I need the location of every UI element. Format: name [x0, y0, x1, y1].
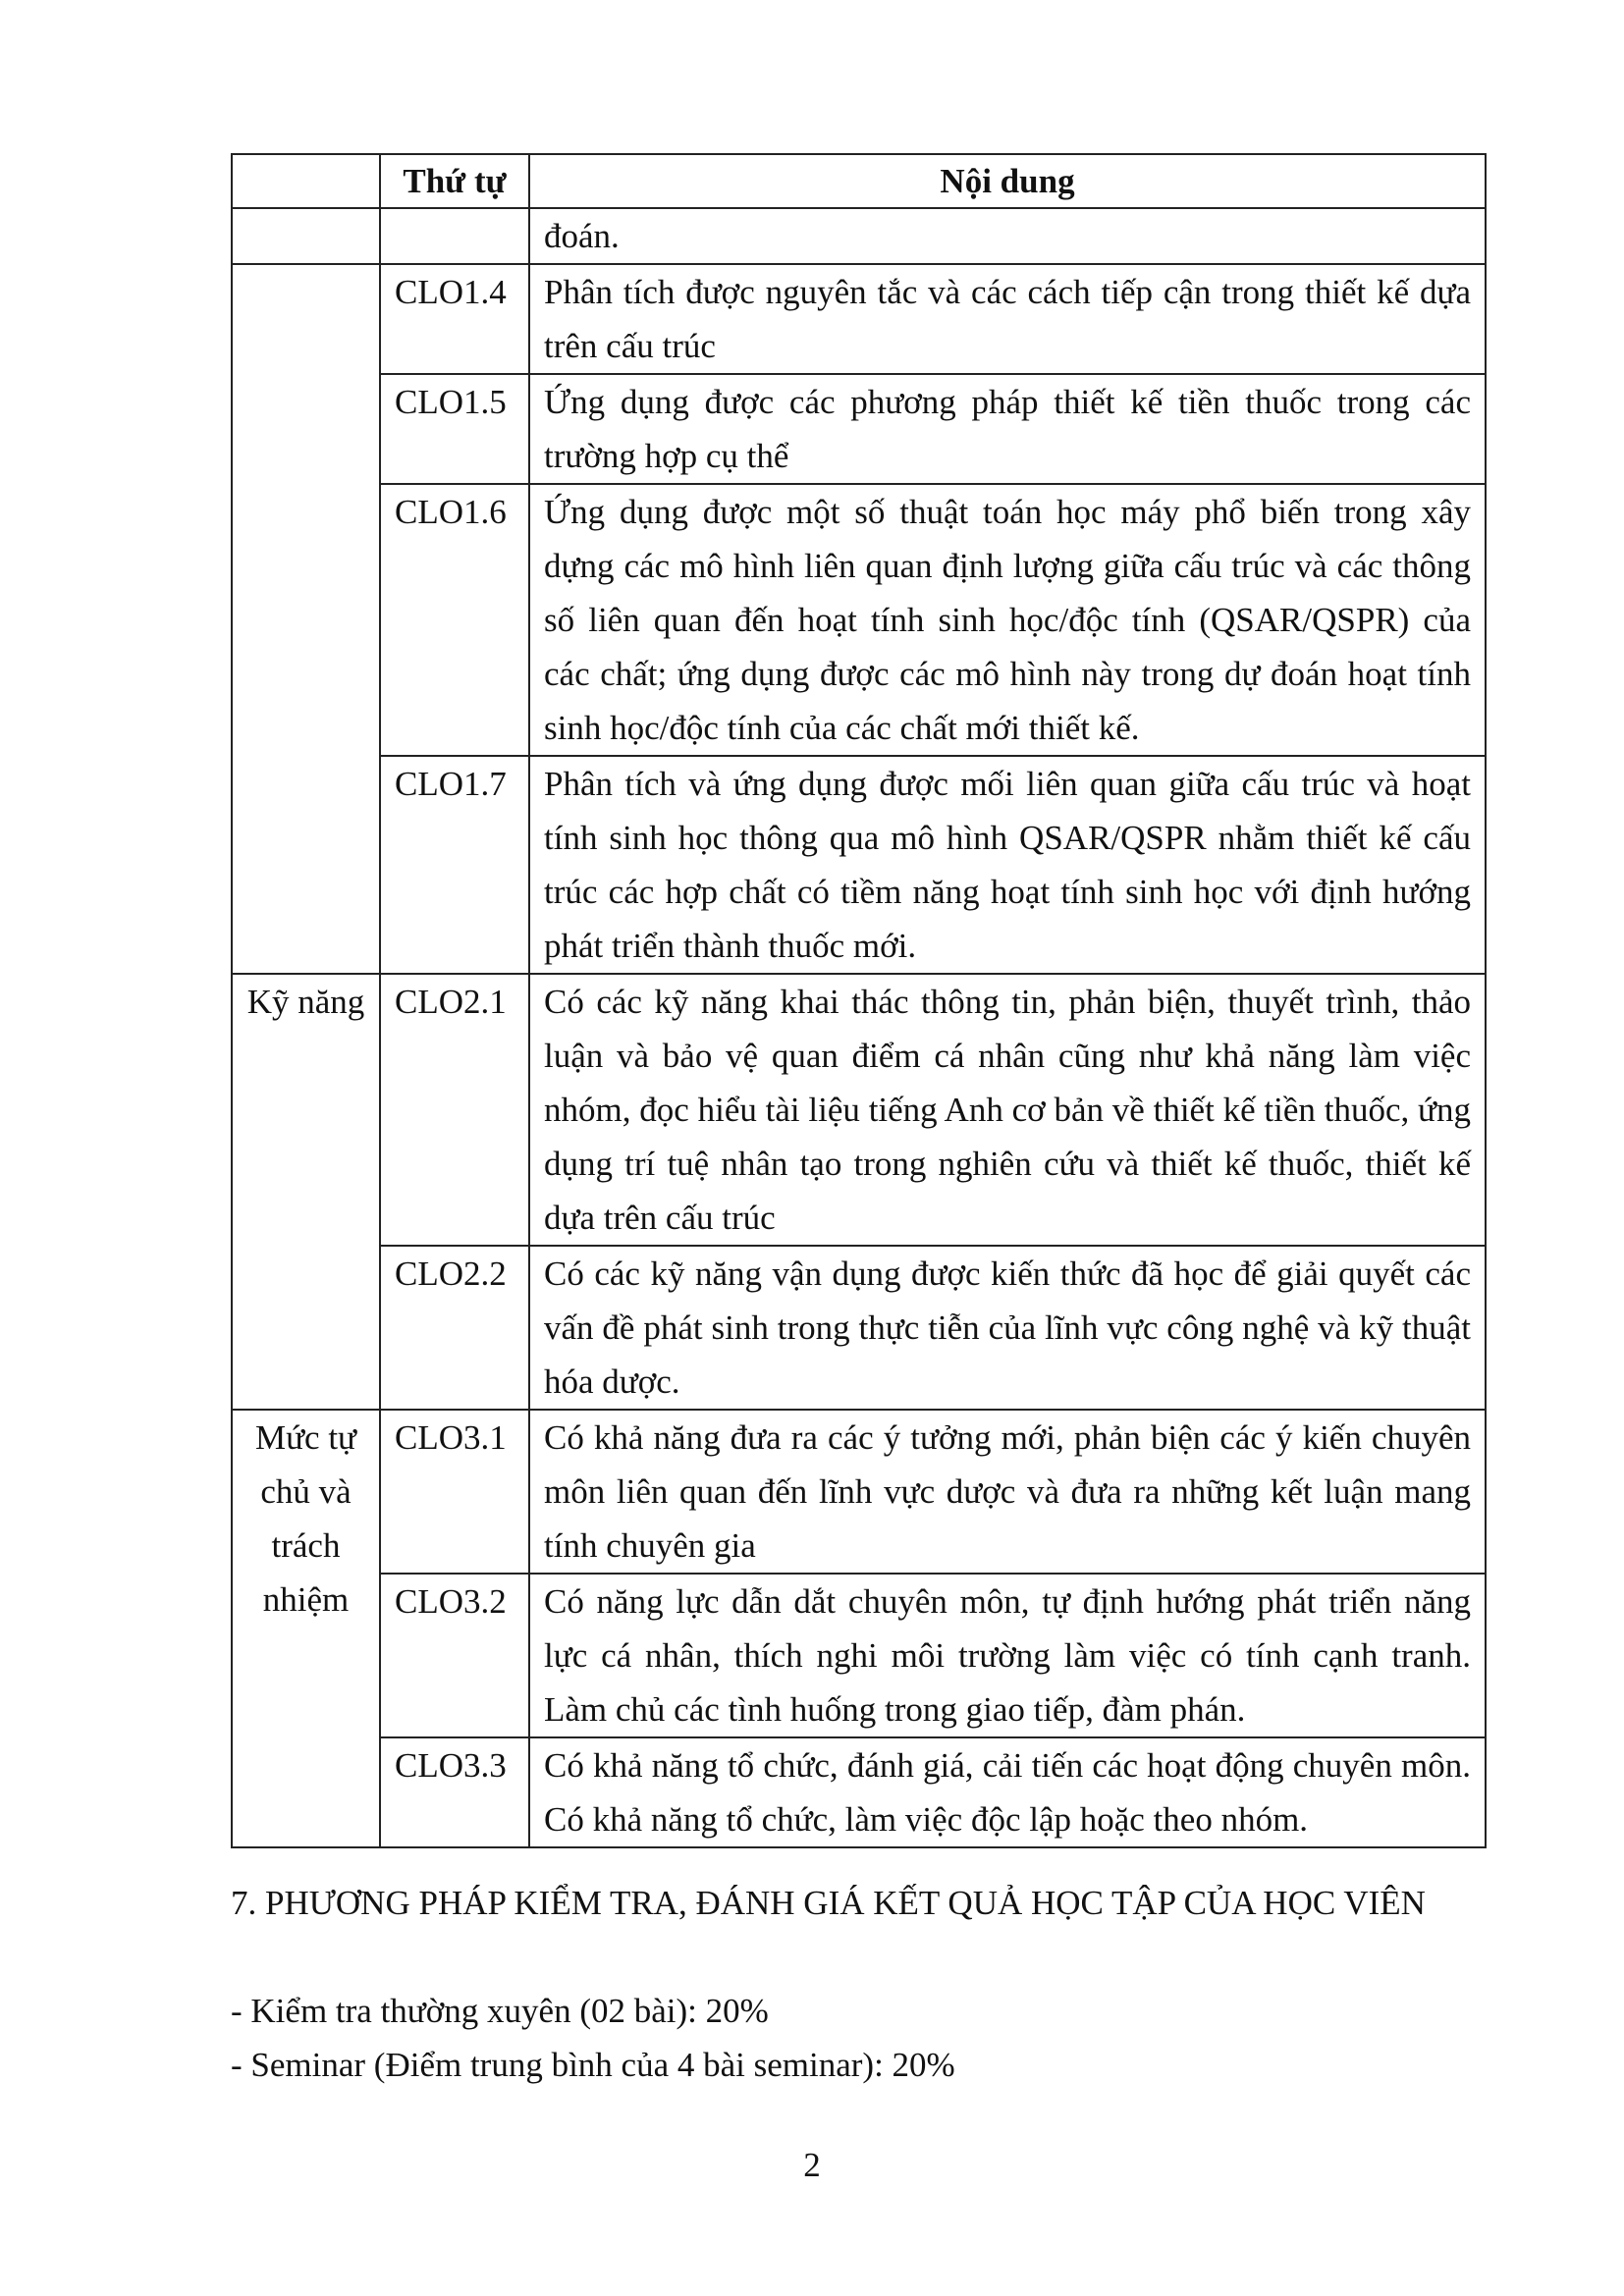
group-cell-autonomy: Mức tự chủ và trách nhiệm	[232, 1410, 380, 1847]
table-row	[232, 1737, 1486, 1847]
content-cell: Ứng dụng được các phương pháp thiết kế tiền thuốc trong các trường hợp cụ thể	[529, 374, 1486, 484]
code-cell: CLO2.2	[380, 1246, 529, 1410]
content-cell: Phân tích được nguyên tắc và các cách tiếp cận trong thiết kế dựa trên cấu trúc	[529, 264, 1486, 374]
header-group-cell	[232, 154, 380, 208]
code-cell: CLO3.1	[380, 1410, 529, 1574]
code-cell-empty	[380, 208, 529, 264]
list-item: - Seminar (Điểm trung bình của 4 bài seminar): 20%	[231, 2046, 955, 2084]
code-cell: CLO3.2	[380, 1574, 529, 1737]
code-cell: CLO1.5	[380, 374, 529, 484]
code-cell: CLO3.3	[380, 1737, 529, 1847]
code-cell: CLO1.7	[380, 756, 529, 974]
table-row	[232, 974, 1486, 1246]
code-cell: CLO1.6	[380, 484, 529, 756]
code-cell: CLO1.4	[380, 264, 529, 374]
page-number: 2	[803, 2146, 821, 2184]
learning-outcomes-table	[231, 153, 1487, 1848]
table-row-continuation	[232, 208, 1486, 264]
list-item: - Kiểm tra thường xuyên (02 bài): 20%	[231, 1992, 769, 2030]
table-row	[232, 756, 1486, 974]
group-cell-skills: Kỹ năng	[232, 974, 380, 1410]
table-row	[232, 1574, 1486, 1737]
code-cell: CLO2.1	[380, 974, 529, 1246]
content-cell: Có các kỹ năng vận dụng được kiến thức đã học để giải quyết các vấn đề phát sinh trong thực tiễn của lĩnh vực công nghệ và kỹ thuật hóa dược.	[529, 1246, 1486, 1410]
group-cell-empty	[232, 208, 380, 264]
table-row	[232, 374, 1486, 484]
table-row	[232, 1246, 1486, 1410]
content-cell: Phân tích và ứng dụng được mối liên quan giữa cấu trúc và hoạt tính sinh học thông qua mô hình QSAR/QSPR nhằm thiết kế cấu trúc các hợp chất có tiềm năng hoạt tính sinh học với định hướng phát triển thành thuốc mới.	[529, 756, 1486, 974]
content-cell: Có khả năng đưa ra các ý tưởng mới, phản biện các ý kiến chuyên môn liên quan đến lĩnh vực dược và đưa ra những kết luận mang tính chuyên gia	[529, 1410, 1486, 1574]
table-row	[232, 1410, 1486, 1574]
table-row	[232, 264, 1486, 374]
content-cell: Có các kỹ năng khai thác thông tin, phản biện, thuyết trình, thảo luận và bảo vệ quan điểm cá nhân cũng như khả năng làm việc nhóm, đọc hiểu tài liệu tiếng Anh cơ bản về thiết kế tiền thuốc, ứng dụng trí tuệ nhân tạo trong nghiên cứu và thiết kế thuốc, thiết kế dựa trên cấu trúc	[529, 974, 1486, 1246]
table-header-row	[232, 154, 1486, 208]
content-cell: Có năng lực dẫn dắt chuyên môn, tự định hướng phát triển năng lực cá nhân, thích nghi môi trường làm việc có tính cạnh tranh. Làm chủ các tình huống trong giao tiếp, đàm phán.	[529, 1574, 1486, 1737]
content-cell: đoán.	[529, 208, 1486, 264]
section-heading: 7. PHƯƠNG PHÁP KIỂM TRA, ĐÁNH GIÁ KẾT QUẢ HỌC TẬP CỦA HỌC VIÊN	[231, 1884, 1426, 1922]
group-cell-knowledge	[232, 264, 380, 974]
content-cell: Ứng dụng được một số thuật toán học máy phổ biến trong xây dựng các mô hình liên quan định lượng giữa cấu trúc và các thông số liên quan đến hoạt tính sinh học/độc tính (QSAR/QSPR) của các chất; ứng dụng được các mô hình này trong dự đoán hoạt tính sinh học/độc tính của các chất mới thiết kế.	[529, 484, 1486, 756]
content-cell: Có khả năng tổ chức, đánh giá, cải tiến các hoạt động chuyên môn. Có khả năng tổ chức, làm việc độc lập hoặc theo nhóm.	[529, 1737, 1486, 1847]
header-content-cell: Nội dung	[529, 154, 1486, 208]
table-row	[232, 484, 1486, 756]
header-order-cell: Thứ tự	[380, 154, 529, 208]
